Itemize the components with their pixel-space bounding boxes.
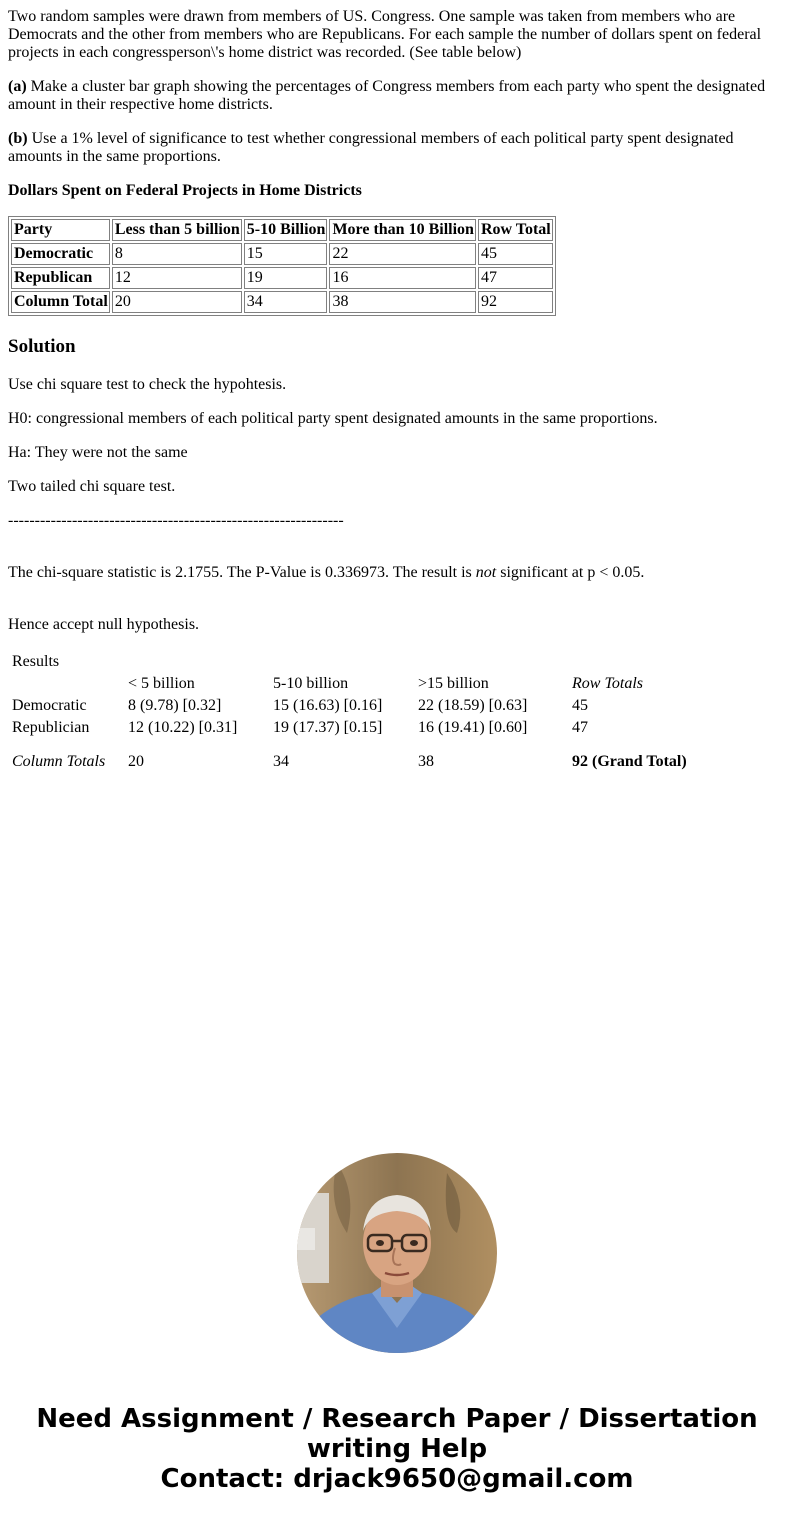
part-a — [8, 78, 786, 114]
table-cell: 45 — [478, 243, 553, 265]
table-header-row — [11, 219, 553, 241]
data-table — [8, 216, 556, 316]
table-cell: 34 — [244, 291, 328, 313]
results-cell: 16 (19.41) [0.60] — [418, 719, 528, 736]
results-cell: 8 (9.78) [0.32] — [128, 697, 222, 714]
table-row — [11, 243, 553, 265]
table-row — [11, 291, 553, 313]
problem-intro: Two random samples were drawn from members of US. Congress. One sample was taken from members who are Democrats and the other from members who are Republicans. For each sample the number of dollars spent on federal projects in each congressperson\'s home district was recorded. (See table below) — [8, 8, 762, 61]
results-table — [9, 650, 699, 774]
table-cell: 12 — [112, 267, 242, 289]
table-cell: 47 — [478, 267, 553, 289]
results-cell: 15 (16.63) [0.16] — [273, 697, 383, 714]
results-row-label: Republician — [12, 719, 90, 736]
author-photo-icon — [297, 1153, 497, 1353]
table-cell: 92 — [478, 291, 553, 313]
results-cell: 19 (17.37) [0.15] — [273, 719, 383, 736]
result-text-pre: The chi-square statistic is 2.1755. The P-Value is 0.336973. The result is — [8, 564, 476, 581]
results-totals-row — [11, 752, 697, 772]
header-cell: 5-10 Billion — [244, 219, 328, 241]
solution-method: Use chi square test to check the hypohtesis. — [8, 376, 287, 393]
part-b-label: (b) — [8, 130, 28, 147]
results-cell: 47 — [572, 719, 588, 736]
result-emphasis: not — [475, 564, 497, 581]
grand-total-cell: 92 (Grand Total) — [572, 753, 687, 770]
row-label: Column Total — [11, 291, 110, 313]
part-b-text: Use a 1% level of significance to test whether congressional members of each political party spent designated amounts in the same proportions. — [8, 130, 734, 165]
conclusion: Hence accept null hypothesis. — [8, 616, 200, 633]
table-cell: 20 — [112, 291, 242, 313]
alt-hypothesis: Ha: They were not the same — [8, 444, 188, 461]
author-avatar — [297, 1153, 497, 1353]
results-total-cell: 20 — [128, 753, 144, 770]
header-cell: Row Total — [478, 219, 553, 241]
table-cell: 8 — [112, 243, 242, 265]
results-total-cell: 34 — [273, 753, 289, 770]
footer-line-2: writing Help — [306, 1434, 488, 1464]
results-header-row — [11, 674, 697, 694]
table-cell: 38 — [329, 291, 476, 313]
part-a-text: Make a cluster bar graph showing the percentages of Congress members from each party who spent the designated amount in their respective home districts. — [8, 78, 766, 113]
solution-heading: Solution — [8, 336, 76, 357]
results-totals-label: Column Totals — [12, 753, 106, 770]
header-cell: More than 10 Billion — [329, 219, 476, 241]
footer-line-1: Need Assignment / Research Paper / Dissertation — [36, 1404, 758, 1434]
footer-banner — [0, 1404, 794, 1494]
header-cell: Less than 5 billion — [112, 219, 242, 241]
results-title-row — [11, 652, 697, 672]
results-row-label: Democratic — [12, 697, 87, 714]
result-text-post: significant at p < 0.05. — [496, 564, 645, 581]
test-result — [8, 564, 786, 582]
table-cell: 19 — [244, 267, 328, 289]
results-total-cell: 38 — [418, 753, 434, 770]
null-hypothesis: H0: congressional members of each political party spent designated amounts in the same proportions. — [8, 410, 658, 427]
results-title: Results — [12, 653, 60, 670]
row-label: Democratic — [11, 243, 110, 265]
table-title: Dollars Spent on Federal Projects in Home Districts — [8, 182, 362, 199]
document-body — [8, 8, 786, 774]
part-b — [8, 130, 786, 166]
results-row — [11, 696, 697, 716]
results-header-cell — [11, 674, 125, 694]
table-cell: 15 — [244, 243, 328, 265]
results-header-cell: Row Totals — [572, 675, 643, 692]
results-cell: 12 (10.22) [0.31] — [128, 719, 238, 736]
results-cell: 22 (18.59) [0.63] — [418, 697, 528, 714]
part-a-label: (a) — [8, 78, 27, 95]
row-label: Republican — [11, 267, 110, 289]
results-row — [11, 718, 697, 738]
table-cell: 16 — [329, 267, 476, 289]
test-type: Two tailed chi square test. — [8, 478, 176, 495]
table-cell: 22 — [329, 243, 476, 265]
results-header-cell: 5-10 billion — [273, 675, 349, 692]
table-row — [11, 267, 553, 289]
footer-contact: Contact: drjack9650@gmail.com — [160, 1464, 634, 1494]
header-cell: Party — [11, 219, 110, 241]
results-cell: 45 — [572, 697, 588, 714]
results-header-cell: >15 billion — [418, 675, 489, 692]
separator-line: --------------------------------------------------------------- — [8, 512, 344, 529]
results-header-cell: < 5 billion — [128, 675, 195, 692]
